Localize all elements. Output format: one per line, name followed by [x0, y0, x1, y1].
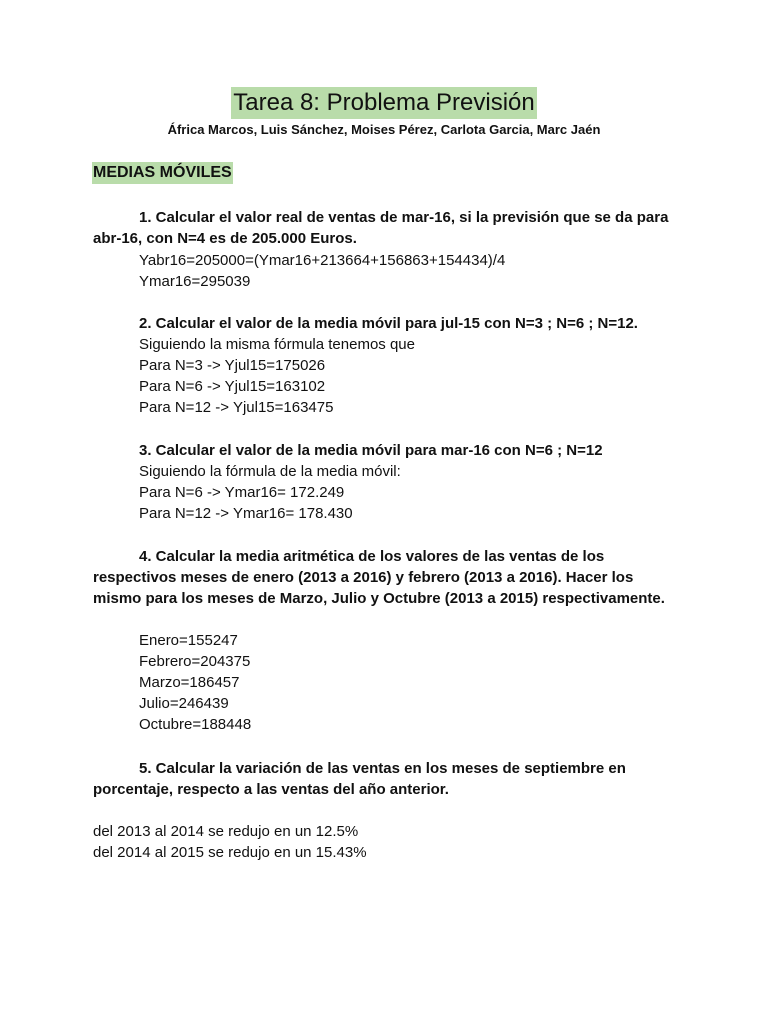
question-1: [93, 207, 673, 249]
answer-line: Yabr16=205000=(Ymar16+213664+156863+154434)/4: [139, 252, 506, 269]
answer-block-1: [139, 250, 505, 292]
answer-line: Para N=12 -> Yjul15=163475: [139, 399, 334, 416]
section-heading: MEDIAS MÓVILES: [92, 162, 233, 184]
answer-line: Para N=6 -> Yjul15=163102: [139, 378, 326, 395]
question-5: [93, 758, 673, 800]
answer-line: Siguiendo la fórmula de la media móvil:: [139, 463, 401, 480]
answer-line: Para N=6 -> Ymar16= 172.249: [139, 484, 345, 501]
answer-line: Octubre=188448: [139, 716, 252, 733]
question-text: 2. Calcular el valor de la media móvil para jul-15 con N=3 ; N=6 ; N=12.: [139, 315, 638, 332]
result-lines: [93, 821, 367, 863]
authors-line: África Marcos, Luis Sánchez, Moises Pérez, Carlota Garcia, Marc Jaén: [167, 122, 601, 137]
answer-line: Julio=246439: [139, 695, 229, 712]
answer-block-3: [139, 461, 401, 524]
answer-line: Marzo=186457: [139, 674, 240, 691]
answer-line: Febrero=204375: [139, 653, 251, 670]
question-3: [93, 440, 673, 461]
answer-line: Enero=155247: [139, 632, 238, 649]
document-title: Tarea 8: Problema Previsión: [231, 87, 536, 119]
title-wrapper: [0, 87, 768, 119]
answer-line: Para N=12 -> Ymar16= 178.430: [139, 505, 353, 522]
question-text: 4. Calcular la media aritmética de los valores de las ventas de los respectivos meses de enero (2013 a 2016) y febrero (2013 a 2016). Hacer los mismo para los meses de Marzo, Julio y Octubre (2013 a 2015) respectivamente.: [93, 548, 665, 607]
answer-block-2: [139, 334, 415, 418]
answer-line: Para N=3 -> Yjul15=175026: [139, 357, 326, 374]
question-text: 3. Calcular el valor de la media móvil para mar-16 con N=6 ; N=12: [139, 442, 603, 459]
answer-line: Siguiendo la misma fórmula tenemos que: [139, 336, 415, 353]
answer-line: Ymar16=295039: [139, 273, 251, 290]
question-text: 1. Calcular el valor real de ventas de mar-16, si la previsión que se da para abr-16, con N=4 es de 205.000 Euros.: [93, 209, 669, 247]
question-4: [93, 546, 673, 609]
result-line: del 2013 al 2014 se redujo en un 12.5%: [93, 823, 359, 840]
question-2: [93, 313, 673, 334]
result-line: del 2014 al 2015 se redujo en un 15.43%: [93, 844, 367, 861]
question-text: 5. Calcular la variación de las ventas en los meses de septiembre en porcentaje, respecto a las ventas del año anterior.: [93, 760, 626, 798]
answer-block-4: [139, 630, 251, 735]
